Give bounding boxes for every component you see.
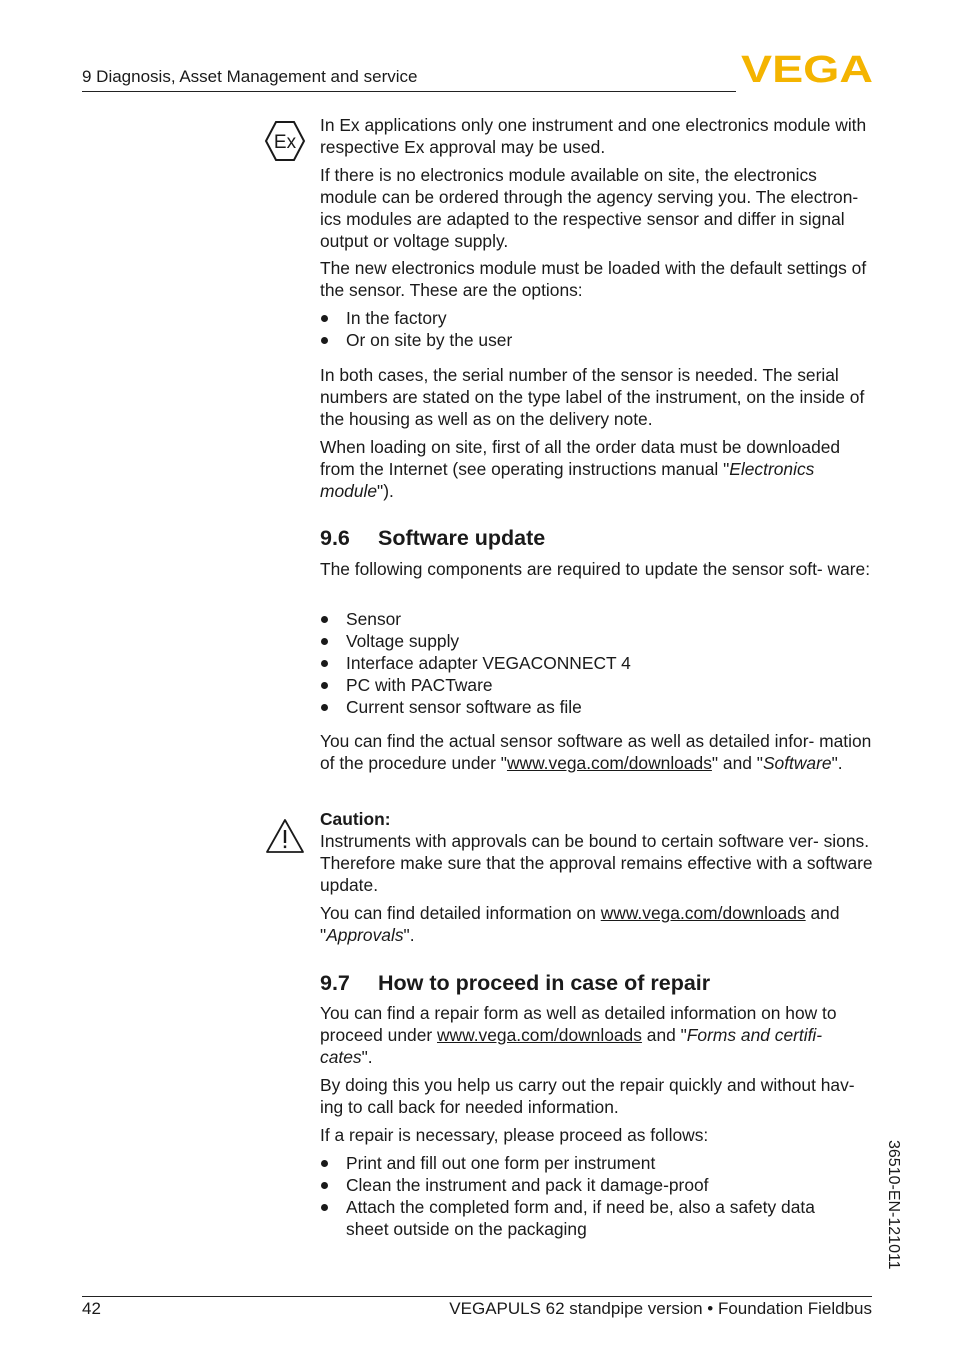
list-item: Sensor (320, 608, 876, 630)
warning-triangle-icon (265, 818, 305, 854)
header-rule (82, 91, 736, 92)
list-item: Print and fill out one form per instrument (320, 1152, 876, 1174)
caution-title: Caution: (320, 809, 391, 829)
section-heading-9-7: 9.7 How to proceed in case of repair (320, 971, 711, 995)
ex-paragraph-3: The new electronics module must be loaded with the default settings of the sensor. These are the options: (320, 258, 867, 300)
list-item: Interface adapter VEGACONNECT 4 (320, 652, 876, 674)
logo-wordmark: VEGA (741, 52, 873, 84)
footer-title: VEGAPULS 62 standpipe version • Foundation Fieldbus (449, 1299, 872, 1318)
list-item: PC with PACTware (320, 674, 876, 696)
approvals-paragraph: You can find detailed information on www.vega.com/downloads and "Approvals". (320, 903, 840, 945)
repair-paragraph-3: If a repair is necessary, please proceed as follows: (320, 1125, 709, 1145)
list-item: Clean the instrument and pack it damage-proof (320, 1174, 876, 1196)
list-item: Voltage supply (320, 630, 876, 652)
footer-rule (82, 1296, 872, 1297)
ex-paragraph-4: In both cases, the serial number of the sensor is needed. The serial numbers are stated on the type label of the instrument, on the inside of the housing as well as on the delivery note. (320, 365, 865, 429)
software-find-paragraph: You can find the actual sensor software as well as detailed infor- mation of the procedure under "www.vega.com/downloads" and "Software". (320, 731, 872, 773)
section-heading-9-6: 9.6 Software update (320, 526, 546, 550)
ex-paragraph-2: If there is no electronics module available on site, the electronics module can be ordered through the agency serving you. The electron- ics modules are adapted to the respective sensor and differ in signal output or voltage supply. (320, 165, 859, 251)
downloads-link[interactable]: www.vega.com/downloads (600, 903, 806, 923)
ex-approval-icon (264, 120, 306, 162)
vega-logo (741, 52, 873, 84)
ex-paragraph-1: In Ex applications only one instrument and one electronics module with respective Ex approval may be used. (320, 115, 867, 157)
list-item: Attach the completed form and, if need be, also a safety data sheet outside on the packaging (320, 1196, 830, 1240)
downloads-link[interactable]: www.vega.com/downloads (437, 1025, 642, 1045)
repair-paragraph-2: By doing this you help us carry out the repair quickly and without hav- ing to call back for needed information. (320, 1075, 855, 1117)
caution-text: Instruments with approvals can be bound to certain software ver- sions. Therefore make sure that the approval remains effective with a software update. (320, 831, 873, 895)
list-item: In the factory (320, 307, 876, 329)
components-list (320, 608, 876, 718)
page-number: 42 (82, 1299, 101, 1318)
software-intro: The following components are required to update the sensor soft- ware: (320, 559, 871, 579)
repair-paragraph-1: You can find a repair form as well as detailed information on how to proceed under www.vega.com/downloads and "Forms and certifi- cates". (320, 1003, 837, 1067)
svg-text:Ex: Ex (273, 132, 297, 153)
ex-paragraph-5: When loading on site, first of all the order data must be downloaded from the Internet (see operating instructions manual "Electronics module"). (320, 437, 841, 501)
list-item: Current sensor software as file (320, 696, 876, 718)
running-header: 9 Diagnosis, Asset Management and service (82, 67, 418, 86)
downloads-link[interactable]: www.vega.com/downloads (506, 753, 712, 773)
list-item: Or on site by the user (320, 329, 876, 351)
options-list (320, 307, 876, 351)
document-code: 36510-EN-121011 (885, 1140, 902, 1270)
repair-steps-list (320, 1152, 876, 1240)
